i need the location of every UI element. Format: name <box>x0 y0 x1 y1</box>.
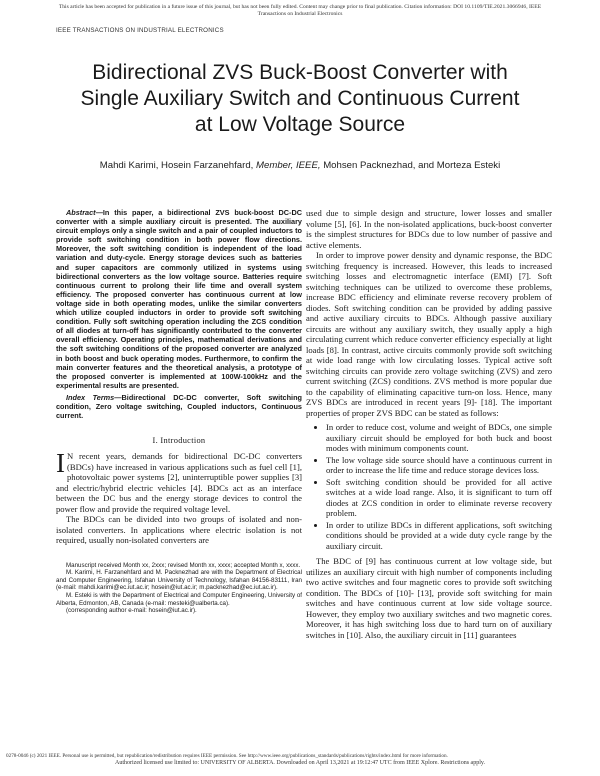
drop-cap: I <box>56 448 65 479</box>
intro-body <box>56 448 302 546</box>
index-terms <box>56 393 302 420</box>
footnote-affiliation-1: M. Karimi, H. Farzanehfard and M. Packnezhad are with the Department of Electrical and Computer Engineering, Isfahan University of Technology, Isfahan 84156-83111, Iran (e-mail: mahdi.karimi@ec.iut.ac.ir; hosein@iut.ac.ir; m.packnezhad@ec.iut.ac.ir). <box>56 569 302 592</box>
publication-notice <box>0 4 600 18</box>
right-paragraph-2: In order to improve power density and dynamic response, the BDC switching frequency is increased. However, this leads to increased switching losses and electromagnetic interface (EMI) [7]. Soft switching techniques can be utilized to overcome these problems, increase BDC efficiency and eliminate reverse recovery problem of diodes. Soft switching condition can be provided by adding passive and active auxiliary circuits to BDCs. Although passive auxiliary circuits are without any auxiliary switch, they usually apply a high circulating current which reduce converter efficiency especially at light loads [8]. In contrast, active circuits commonly provide soft switching at wide load range with low circulating losses. Typical active soft switching circuits can provide zero voltage switching (ZVS) and zero current switching (ZCS) conditions. ZVS method is more popular due to the capability of eliminating capacitive turn-on loss. Hence, many ZVS BDCs are introduced in recent years [9]- [18]. The important properties of proper ZVS BDC can be stated as follows: <box>306 250 552 418</box>
intro-paragraph-1 <box>56 448 302 514</box>
properties-list <box>306 422 552 551</box>
abstract-text: —In this paper, a bidirectional ZVS buck-boost DC-DC converter with a simple auxiliary circuit is presented. The auxiliary circuit employs only a single switch and a pair of coupled inductors to provide soft switching condition in both power flow directions. Moreover, the soft switching condition is independent of the load variation and duty-cycle. Energy storage devices such as batteries and super capacitors are commonly utilized in systems using bidirectional converters as the low voltage source. Batteries require continuous current to prolong their life time and overall system efficiency. The proposed converter has continuous current at low voltage side in both operating modes, unlike the similar converters which utilize coupled inductors in order to provide soft switching condition. Fully soft switching operation including the ZCS condition of all diodes at turn-off has significantly contributed to the converter overall efficiency. Operating principles, mathematical derivations and the soft switching conditions of the proposed converter are analyzed in both boost and buck operating modes. Furthermore, to confirm the main converter features and the theoretical analysis, a prototype of the proposed converter is implemented at 100W-100kHz and the experimental results are presented. <box>56 208 302 390</box>
list-item: • Soft switching condition should be provided for all active switches at a wide load range. Also, it is significant to turn off diodes at ZCS condition in order to eliminate reverse recovery problem. <box>326 477 552 519</box>
section-heading: I. Introduction <box>152 436 206 446</box>
notice-line-1: This article has been accepted for publication in a future issue of this journal, but has not been fully edited. Content may change prior to final publication. Citation information: DOI 10.1109/TIE.2021.3066946, IEEE <box>58 4 542 10</box>
authors-membership: Member, IEEE, <box>256 160 321 171</box>
index-terms-text: —Bidirectional DC-DC converter, Soft switching condition, Zero voltage switching, Coupled inductors, Continuous current. <box>56 392 303 421</box>
copyright-line: 0278-0046 (c) 2021 IEEE. Personal use is permitted, but republication/redistribution requires IEEE permission. See http://www.ieee.org/publications_standards/publications/rights/index.html for more information. <box>6 753 448 759</box>
index-terms-label: Index Terms <box>66 392 115 402</box>
list-item: • In order to reduce cost, volume and weight of BDCs, one simple auxiliary circuit should be employed for both buck and boost modes with minimum components count. <box>326 422 552 454</box>
paper-title <box>40 60 560 138</box>
author-list <box>40 160 560 171</box>
intro-paragraph-2: The BDCs can be divided into two groups of isolated and non-isolated converters. In applications where electric isolation is not required, usually non-isolated converters are <box>56 514 302 546</box>
abstract-label: Abstract <box>66 208 96 217</box>
intro-p1-text: N recent years, demands for bidirectional DC-DC converters (BDCs) have increased in various applications such as fuel cell [1], photovoltaic power systems [2], uninterruptible power supplies [3] and electric/hybrid electric vehicles [4]. BDCs act as an interface between the DC bus and the energy storage devices to control the power flow and provide the required voltage level. <box>56 451 302 514</box>
notice-line-2: Transactions on Industrial Electronics <box>257 11 343 17</box>
list-item: • In order to utilize BDCs in different applications, soft switching conditions should be provided at a wide duty cycle range by the auxiliary circuit. <box>326 520 552 552</box>
right-column <box>306 208 552 640</box>
title-line-1: Bidirectional ZVS Buck-Boost Converter with <box>92 61 508 84</box>
footnote-received: Manuscript received Month xx, 2xxx; revised Month xx, xxxx; accepted Month x, xxxx. <box>66 561 301 569</box>
page-footer <box>6 753 594 766</box>
journal-name: IEEE TRANSACTIONS ON INDUSTRIAL ELECTRONICS <box>56 27 224 34</box>
abstract <box>56 208 302 390</box>
right-paragraph-3: The BDC of [9] has continuous current at low voltage side, but utilizes an auxiliary circuit with high number of components including two active switches and four magnetic cores to provide soft switching condition. The BDCs of [10]- [13], provide soft switching for main switches and have continuous current at low side voltage source. However, they employ two auxiliary switches and two magnetic cores. Moreover, it has high switching loss due to hard turn on of auxiliary switches in [10]. Also, the auxiliary circuit in [11] guarantees <box>306 556 552 640</box>
authors-part-1: Mahdi Karimi, Hosein Farzanehfard, <box>99 160 254 171</box>
title-line-2: Single Auxiliary Switch and Continuous Current <box>80 87 520 110</box>
footnotes <box>56 562 302 615</box>
authors-part-2: Mohsen Packnezhad, and Morteza Esteki <box>323 160 501 171</box>
footnote-corresponding: (corresponding author e-mail: hosein@iut.ac.ir). <box>66 607 197 615</box>
license-line: Authorized licensed use limited to: UNIVERSITY OF ALBERTA. Downloaded on April 13,2021 at 19:12:47 UTC from IEEE Xplore. Restrictions apply. <box>115 759 485 766</box>
footnote-affiliation-2: M. Esteki is with the Department of Electrical and Computer Engineering, University of Alberta, Edmonton, AB, Canada (e-mail: mesteki@ualberta.ca). <box>56 592 302 607</box>
right-paragraph-1: used due to simple design and structure, lower losses and smaller volume [5], [6]. In the non-isolated applications, buck-boost converter is the simplest structures for BDCs due to low number of passive and active elements. <box>306 208 552 250</box>
list-item: • The low voltage side source should have a continuous current in order to increase the life time and reduce storage devices loss. <box>326 455 552 476</box>
left-column <box>56 208 302 615</box>
title-line-3: at Low Voltage Source <box>194 113 406 136</box>
